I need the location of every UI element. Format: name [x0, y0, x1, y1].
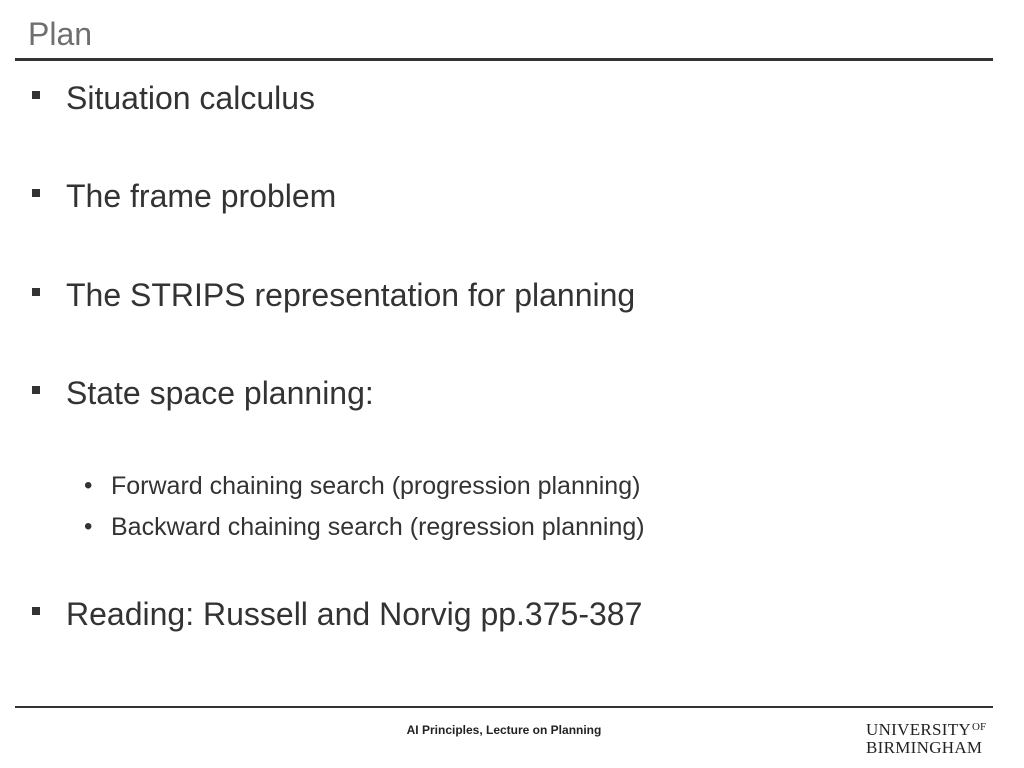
- bullet-text: Situation calculus: [66, 80, 316, 116]
- square-bullet-icon: [32, 189, 40, 197]
- square-bullet-icon: [32, 91, 40, 99]
- logo-of: OF: [972, 721, 987, 733]
- sub-bullet-text: Forward chaining search (progression planning): [111, 472, 641, 500]
- logo-university: UNIVERSITY: [866, 720, 971, 739]
- square-bullet-icon: [32, 607, 40, 615]
- bullet-text: The STRIPS representation for planning: [66, 277, 636, 313]
- footer-lecture-title: AI Principles, Lecture on Planning: [406, 723, 602, 737]
- square-bullet-icon: [32, 386, 40, 394]
- round-bullet-icon: •: [84, 513, 93, 540]
- square-bullet-icon: [32, 288, 40, 296]
- logo-birmingham: BIRMINGHAM: [866, 738, 983, 757]
- sub-bullet-text: Backward chaining search (regression planning): [111, 513, 645, 541]
- title-divider: [15, 58, 993, 61]
- slide-title: Plan: [28, 16, 93, 52]
- footer-divider: [15, 706, 993, 708]
- bullet-text: Reading: Russell and Norvig pp.375-387: [66, 596, 643, 632]
- university-logo: [866, 719, 986, 756]
- bullet-text: The frame problem: [66, 178, 337, 214]
- round-bullet-icon: •: [84, 472, 93, 499]
- bullet-text: State space planning:: [66, 375, 374, 411]
